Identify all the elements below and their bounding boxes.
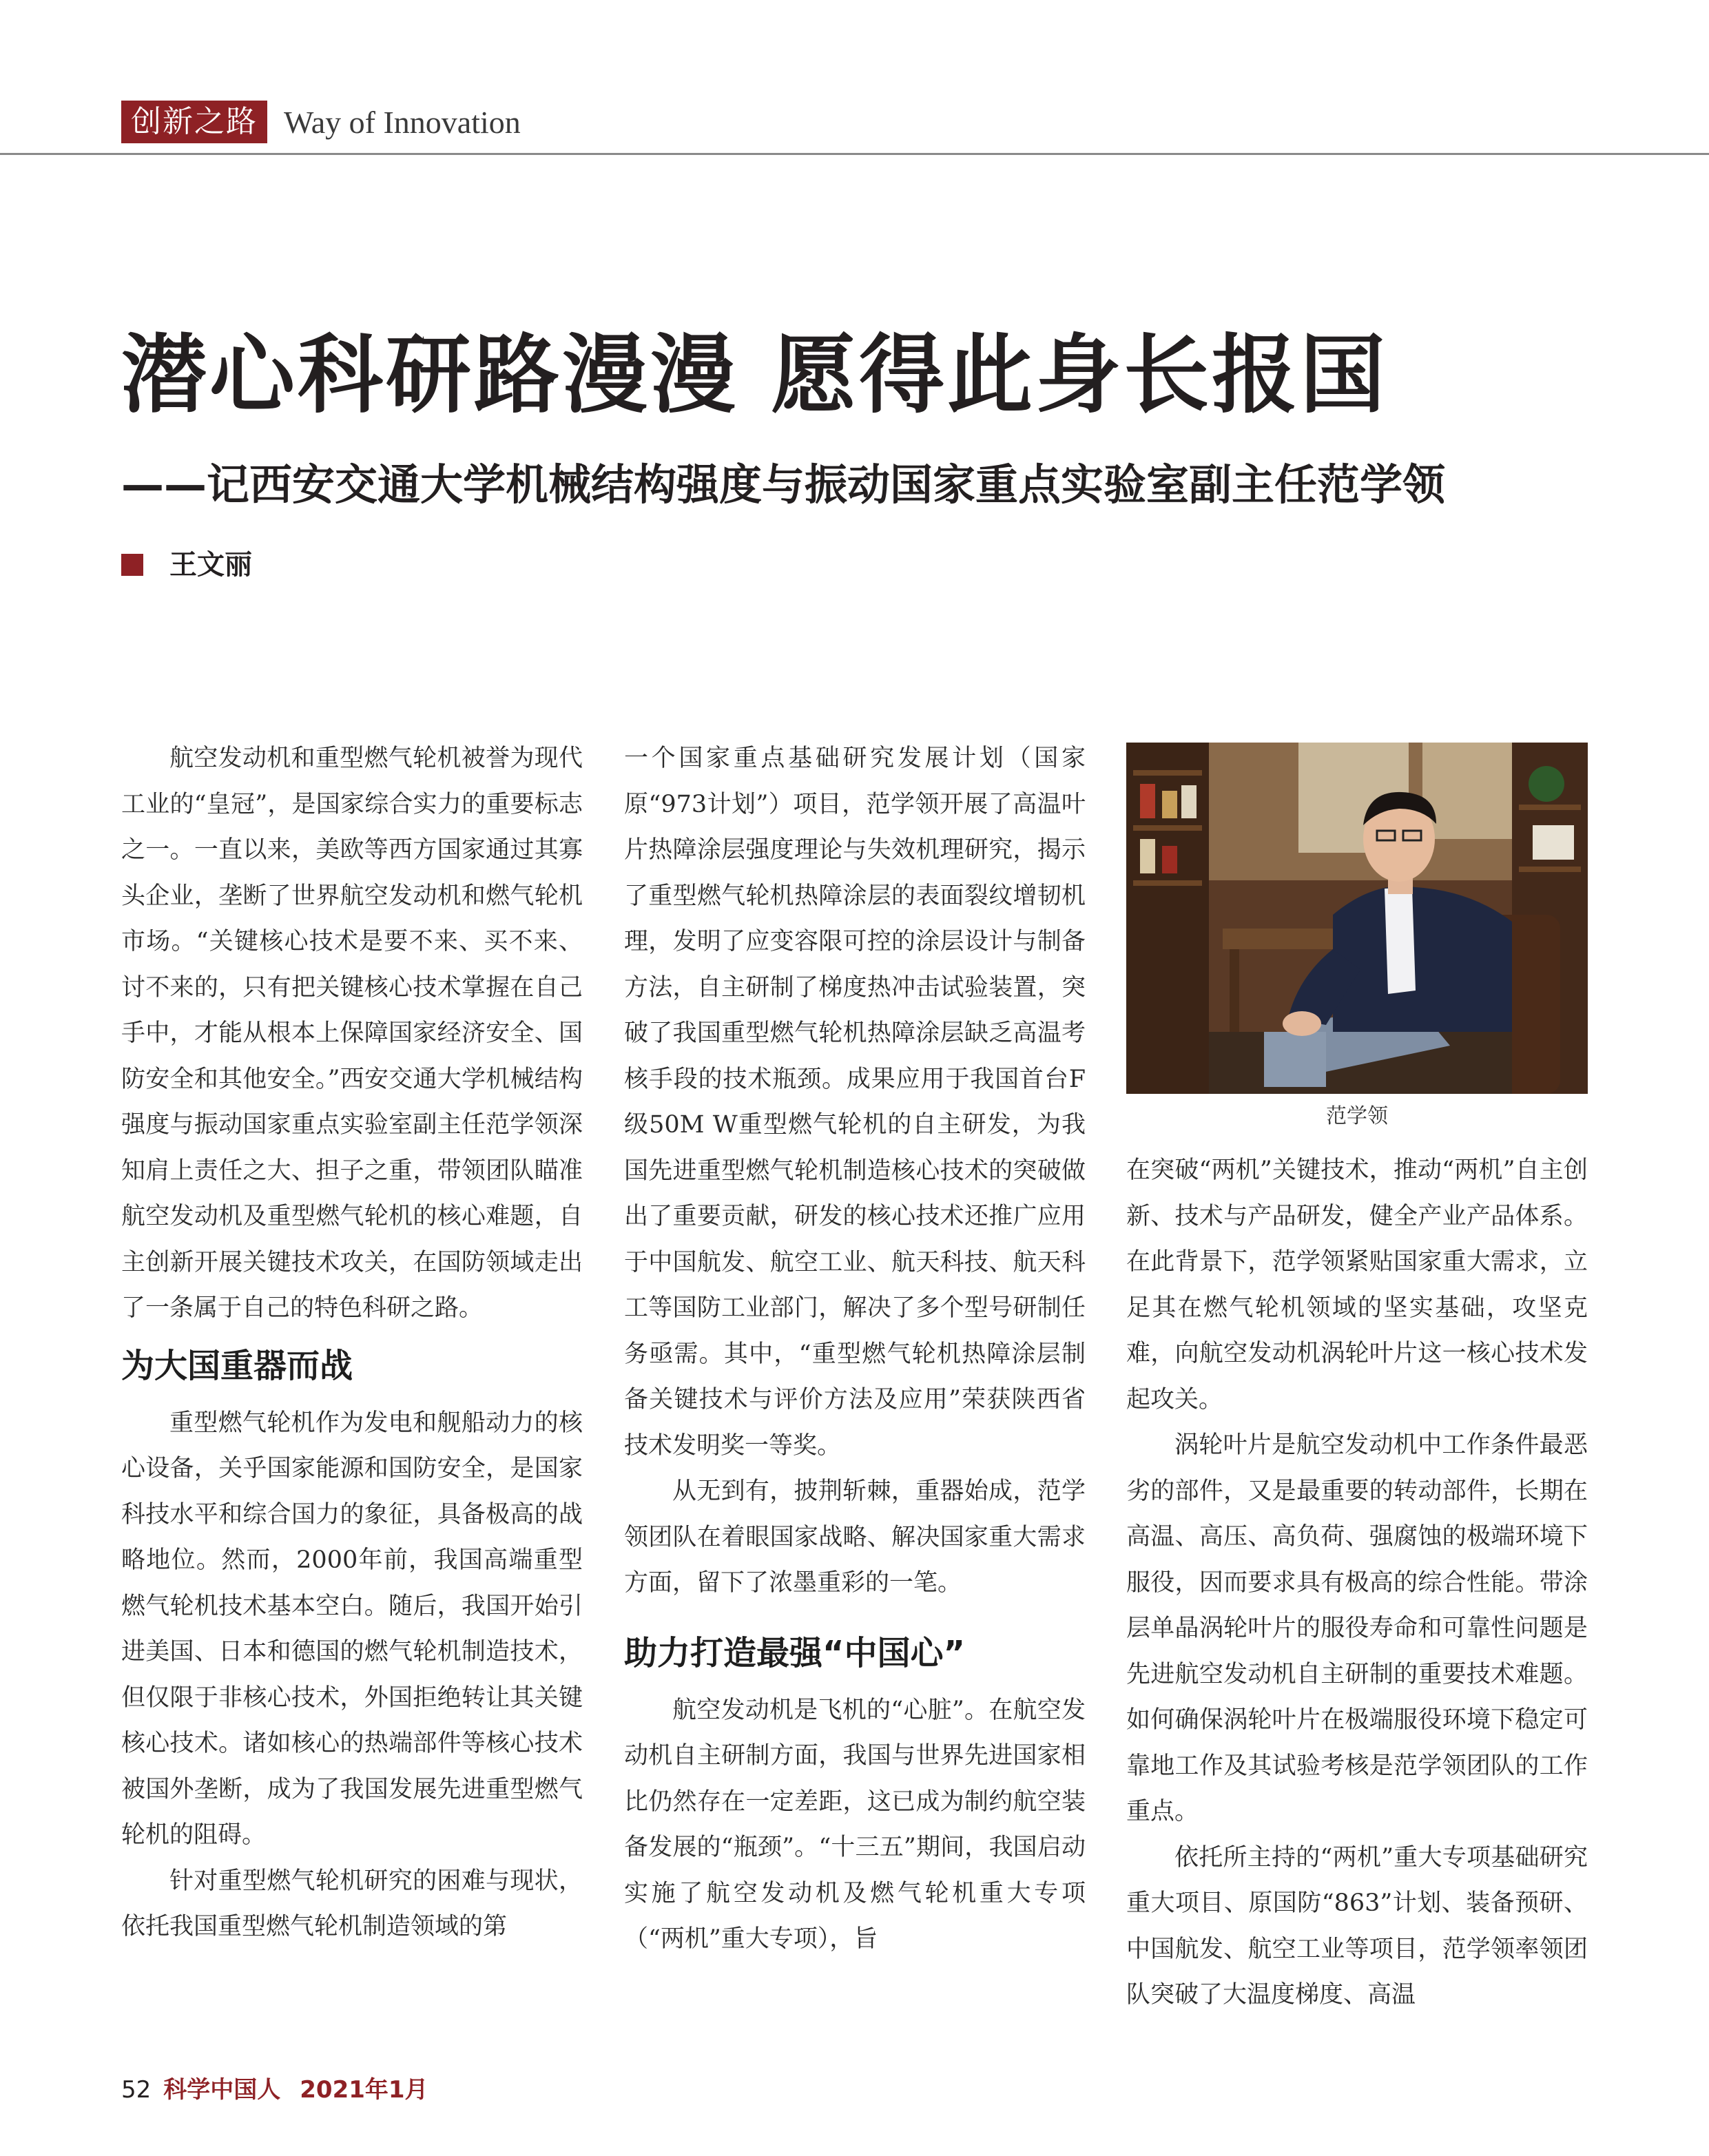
section-title-en: Way of Innovation [284,105,521,140]
section-heading: 为大国重器而战 [121,1346,353,1385]
portrait-image [1126,743,1588,1094]
page-number: 52 [121,2076,152,2104]
header-divider [0,153,1709,155]
section-heading: 助力打造最强“中国心” [624,1633,966,1672]
article-subtitle: ——记西安交通大学机械结构强度与振动国家重点实验室副主任范学领 [121,459,1446,510]
photo-caption: 范学领 [1326,1104,1388,1128]
author-marker [121,554,143,576]
magazine-name: 科学中国人 [163,2076,281,2104]
text-column-3 [1126,1148,1588,2018]
paragraph: 在突破“两机”关键技术，推动“两机”自主创新、技术与产品研发，健全产业产品体系。在此背景下，范学领紧贴国家重大需求，立足其在燃气轮机领域的坚实基础，攻坚克难，向航空发动机涡轮叶片这一核心技术发起攻关。 [1126,1157,1588,1413]
paragraph: 一个国家重点基础研究发展计划（国家原“973计划”）项目，范学领开展了高温叶片热障涂层强度理论与失效机理研究，揭示了重型燃气轮机热障涂层的表面裂纹增韧机理，发明了应变容限可控的涂层设计与制备方法，自主研制了梯度热冲击试验装置，突破了我国重型燃气轮机热障涂层缺乏高温考核手段的技术瓶颈。成果应用于我国首台F级50M W重型燃气轮机的自主研发，为我国先进重型燃气轮机制造核心技术的突破做出了重要贡献，研发的核心技术还推广应用于中国航发、航空工业、航天科技、航天科工等国防工业部门，解决了多个型号研制任务亟需。其中，“重型燃气轮机热障涂层制备关键技术与评价方法及应用”荣获陕西省技术发明奖一等奖。 [624,745,1086,1460]
portrait-photo [1126,743,1588,1094]
text-column-2 [624,736,1086,1962]
page-footer [121,2073,428,2106]
paragraph: 重型燃气轮机作为发电和舰船动力的核心设备，关乎国家能源和国防安全，是国家科技水平和综合国力的象征，具备极高的战略地位。然而，2000年前，我国高端重型燃气轮机技术基本空白。随后，我国开始引进美国、日本和德国的燃气轮机制造技术，但仅限于非核心技术，外国拒绝转让其关键核心技术。诸如核心的热端部件等核心技术被国外垄断，成为了我国发展先进重型燃气轮机的阻碍。 [121,1409,583,1849]
paragraph: 航空发动机和重型燃气轮机被誉为现代工业的“皇冠”，是国家综合实力的重要标志之一。一直以来，美欧等西方国家通过其寡头企业，垄断了世界航空发动机和燃气轮机市场。“关键核心技术是要不来、买不来、讨不来的，只有把关键核心技术掌握在自己手中，才能从根本上保障国家经济安全、国防安全和其他安全。”西安交通大学机械结构强度与振动国家重点实验室副主任范学领深知肩上责任之大、担子之重，带领团队瞄准航空发动机及重型燃气轮机的核心难题，自主创新开展关键技术攻关，在国防领域走出了一条属于自己的特色科研之路。 [121,745,583,1322]
paragraph: 涡轮叶片是航空发动机中工作条件最恶劣的部件，又是最重要的转动部件，长期在高温、高压、高负荷、强腐蚀的极端环境下服役，因而要求具有极高的综合性能。带涂层单晶涡轮叶片的服役寿命和可靠性问题是先进航空发动机自主研制的重要技术难题。如何确保涡轮叶片在极端服役环境下稳定可靠地工作及其试验考核是范学领团队的工作重点。 [1126,1431,1588,1825]
paragraph: 从无到有，披荆斩棘，重器始成，范学领团队在着眼国家战略、解决国家重大需求方面，留下了浓墨重彩的一笔。 [624,1478,1086,1597]
paragraph: 航空发动机是飞机的“心脏”。在航空发动机自主研制方面，我国与世界先进国家相比仍然存在一定差距，这已成为制约航空装备发展的“瓶颈”。“十三五”期间，我国启动实施了航空发动机及燃气轮机重大专项（“两机”重大专项），旨 [624,1696,1086,1953]
paragraph: 针对重型燃气轮机研究的困难与现状，依托我国重型燃气轮机制造领域的第 [121,1867,583,1940]
section-tag: 创新之路 [121,101,267,143]
issue-date: 2021年1月 [300,2076,428,2104]
article-title: 潜心科研路漫漫 愿得此身长报国 [121,325,1389,425]
text-column-1 [121,736,583,1950]
paragraph: 依托所主持的“两机”重大专项基础研究重大项目、原国防“863”计划、装备预研、中国航发、航空工业等项目，范学领率领团队突破了大温度梯度、高温 [1126,1843,1588,2009]
author-name: 王文丽 [169,549,252,581]
